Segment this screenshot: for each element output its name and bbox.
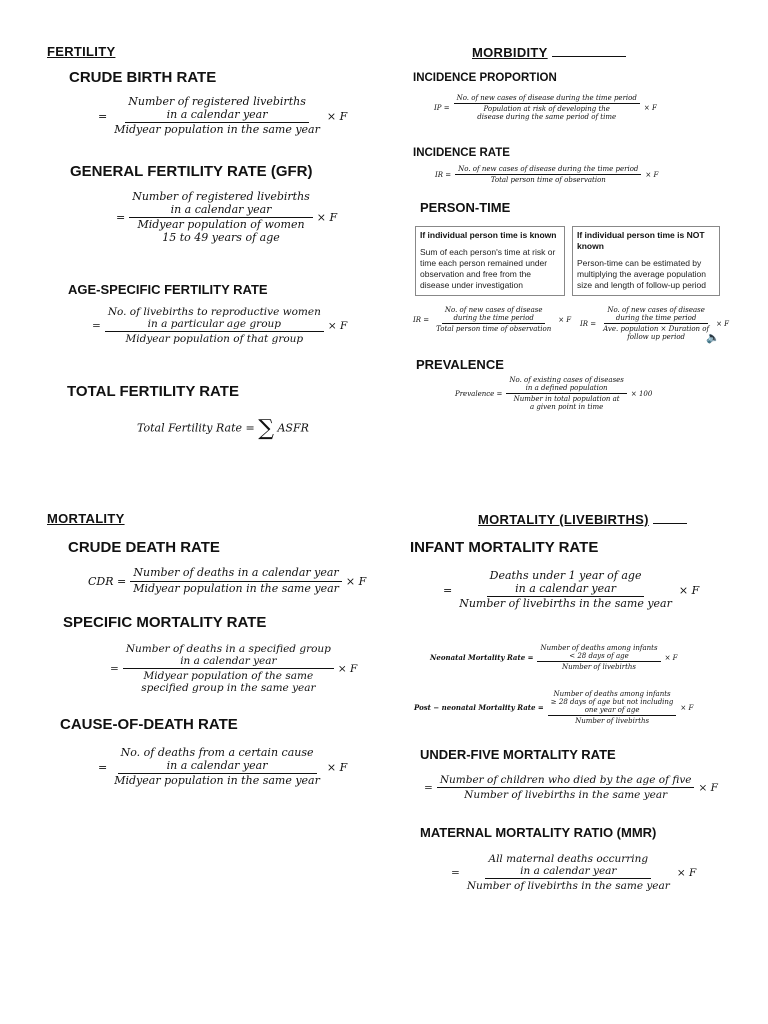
pt-f2-den2: follow up period bbox=[627, 333, 686, 342]
pnmr-lhs: Post − neonatal Mortality Rate = bbox=[414, 703, 544, 713]
u5mr-num: Number of children who died by the age of five bbox=[437, 774, 695, 788]
specific-mortality-rate-title: SPECIFIC MORTALITY RATE bbox=[63, 614, 267, 631]
prevalence-title: PREVALENCE bbox=[416, 357, 504, 372]
gfr-rhs: × F bbox=[316, 211, 338, 225]
cdr-den: Midyear population in the same year bbox=[133, 581, 339, 595]
pt-f2-lhs: IR = bbox=[580, 319, 597, 328]
gfr-formula bbox=[116, 191, 337, 245]
prev-num1: No. of existing cases of diseases bbox=[509, 376, 624, 384]
ir-den: Total person time of observation bbox=[490, 176, 606, 185]
cause-of-death-rate-title: CAUSE-OF-DEATH RATE bbox=[60, 716, 238, 733]
u5mr-formula bbox=[424, 774, 718, 801]
neonatal-mortality-formula bbox=[430, 644, 678, 671]
pt-f2-rhs: × F bbox=[716, 319, 730, 328]
mmr-num1: All maternal deaths occurring bbox=[488, 853, 649, 865]
crude-birth-rate-formula bbox=[98, 96, 347, 137]
smr-den1: Midyear population of the same bbox=[143, 670, 314, 683]
ip-formula bbox=[434, 94, 657, 121]
pnmr-num2: ≥ 28 days of age but not including bbox=[550, 698, 674, 707]
post-neonatal-mortality-formula bbox=[414, 690, 693, 725]
ir-lhs: IR = bbox=[435, 170, 452, 179]
codr-lhs: = bbox=[98, 760, 108, 774]
person-time-known-box bbox=[415, 226, 565, 296]
box-unknown-text: Person-time can be estimated by multiplying the average population size and length of follow-up period bbox=[577, 258, 707, 291]
pnmr-num1: Number of deaths among infants bbox=[553, 690, 671, 698]
ip-rhs: × F bbox=[643, 103, 657, 112]
cdr-lhs: CDR = bbox=[88, 574, 127, 588]
mmr-formula bbox=[451, 853, 696, 892]
pnmr-den: Number of livebirths bbox=[575, 717, 650, 726]
prevalence-formula bbox=[455, 376, 652, 411]
prev-lhs: Prevalence = bbox=[455, 389, 503, 398]
box-unknown-title: If individual person time is NOT known bbox=[577, 230, 705, 252]
asfr-lhs: = bbox=[92, 319, 101, 332]
ip-den2: disease during the same period of time bbox=[477, 113, 617, 122]
box-known-title: If individual person time is known bbox=[420, 230, 557, 240]
mmr-lhs: = bbox=[451, 866, 460, 879]
nmr-num2: < 28 days of age bbox=[569, 652, 629, 661]
section-morbidity-rule bbox=[552, 55, 626, 57]
pt-f2-den1: Ave. population × Duration of bbox=[603, 325, 710, 334]
pt-known-formula bbox=[413, 306, 571, 333]
asfr-num2: in a particular age group bbox=[147, 318, 282, 331]
pt-f2-num1: No. of new cases of disease bbox=[607, 306, 705, 314]
pt-f1-num2: during the time period bbox=[453, 314, 534, 323]
under-five-mortality-title: UNDER-FIVE MORTALITY RATE bbox=[420, 747, 616, 762]
box-known-text: Sum of each person's time at risk or time each person remained under observation and free from the disease under investigation bbox=[420, 247, 556, 291]
asfr-num1: No. of livebirths to reproductive women bbox=[107, 306, 321, 318]
section-morbidity: MORBIDITY bbox=[472, 45, 548, 60]
pt-f1-lhs: IR = bbox=[413, 315, 430, 324]
gfr-den2: 15 to 49 years of age bbox=[162, 230, 280, 244]
imr-formula bbox=[443, 570, 699, 611]
section-mortality-livebirths: MORTALITY (LIVEBIRTHS) bbox=[478, 512, 649, 527]
incidence-proportion-title: INCIDENCE PROPORTION bbox=[413, 72, 557, 84]
prev-den2: a given point in time bbox=[530, 403, 604, 412]
mmr-num2: in a calendar year bbox=[520, 865, 617, 878]
smr-formula bbox=[110, 643, 357, 694]
ip-den1: Population at risk of developing the bbox=[483, 105, 610, 114]
imr-num1: Deaths under 1 year of age bbox=[489, 569, 642, 582]
codr-num1: No. of deaths from a certain cause bbox=[120, 746, 314, 759]
ir-formula bbox=[435, 165, 658, 184]
smr-den2: specified group in the same year bbox=[141, 682, 316, 695]
cbr-den: Midyear population in the same year bbox=[114, 123, 320, 137]
smr-num1: Number of deaths in a specified group bbox=[125, 643, 331, 655]
tfr-lhs: Total Fertility Rate = bbox=[137, 421, 255, 435]
u5mr-lhs: = bbox=[424, 781, 433, 794]
ir-num: No. of new cases of disease during the time period bbox=[455, 165, 641, 175]
section-morbidity-wrap bbox=[472, 44, 626, 62]
u5mr-den: Number of livebirths in the same year bbox=[464, 789, 668, 802]
nmr-rhs: × F bbox=[664, 653, 678, 662]
cdr-rhs: × F bbox=[345, 574, 367, 588]
crude-death-rate-title: CRUDE DEATH RATE bbox=[68, 539, 220, 556]
cdr-num: Number of deaths in a calendar year bbox=[130, 567, 341, 582]
maternal-mortality-ratio-title: MATERNAL MORTALITY RATIO (MMR) bbox=[420, 825, 657, 840]
nmr-num1: Number of deaths among infants bbox=[540, 644, 658, 652]
incidence-rate-title: INCIDENCE RATE bbox=[413, 147, 510, 159]
gfr-num2: in a calendar year bbox=[170, 202, 272, 216]
gfr-title: GENERAL FERTILITY RATE (GFR) bbox=[70, 163, 313, 180]
codr-formula bbox=[98, 747, 347, 788]
person-time-unknown-box bbox=[572, 226, 720, 296]
nmr-lhs: Neonatal Mortality Rate = bbox=[430, 653, 534, 663]
asfr-title: AGE-SPECIFIC FERTILITY RATE bbox=[68, 282, 268, 297]
ip-lhs: IP = bbox=[434, 103, 450, 112]
nmr-den: Number of livebirths bbox=[561, 663, 637, 672]
gfr-num1: Number of registered livebirths bbox=[132, 190, 310, 203]
person-time-title: PERSON-TIME bbox=[420, 200, 511, 215]
sigma-symbol: ∑ bbox=[258, 416, 274, 441]
imr-lhs: = bbox=[443, 583, 453, 597]
imr-rhs: × F bbox=[678, 583, 700, 597]
section-mortality: MORTALITY bbox=[47, 511, 125, 526]
prev-rhs: × 100 bbox=[630, 389, 653, 398]
prev-num2: in a defined population bbox=[525, 384, 608, 393]
ip-num: No. of new cases of disease during the time period bbox=[454, 94, 640, 104]
asfr-rhs: × F bbox=[327, 319, 348, 332]
mmr-den: Number of livebirths in the same year bbox=[466, 880, 670, 893]
tfr-formula bbox=[137, 416, 309, 441]
pnmr-num3: one year of age bbox=[584, 706, 640, 715]
cbr-lhs: = bbox=[98, 109, 108, 123]
smr-lhs: = bbox=[110, 662, 119, 675]
tfr-title: TOTAL FERTILITY RATE bbox=[67, 383, 239, 400]
imr-den: Number of livebirths in the same year bbox=[459, 597, 672, 611]
cbr-rhs: × F bbox=[326, 109, 348, 123]
pnmr-rhs: × F bbox=[680, 703, 694, 712]
section-mortality-livebirths-rule bbox=[653, 522, 687, 524]
u5mr-rhs: × F bbox=[698, 781, 718, 794]
gfr-lhs: = bbox=[116, 211, 126, 225]
smr-rhs: × F bbox=[337, 662, 358, 675]
smr-num2: in a calendar year bbox=[180, 655, 277, 668]
cdr-formula bbox=[88, 567, 366, 595]
asfr-formula bbox=[92, 306, 347, 345]
section-fertility: FERTILITY bbox=[47, 44, 116, 59]
ir-rhs: × F bbox=[645, 170, 659, 179]
pt-f1-den: Total person time of observation bbox=[436, 325, 552, 334]
imr-num2: in a calendar year bbox=[515, 581, 616, 595]
pt-f1-num1: No. of new cases of disease bbox=[444, 306, 543, 314]
tfr-rhs: ASFR bbox=[277, 421, 309, 435]
codr-num2: in a calendar year bbox=[166, 758, 268, 772]
pt-f2-num2: during the time period bbox=[615, 314, 697, 323]
section-mortality-livebirths-wrap bbox=[478, 511, 687, 529]
infant-mortality-rate-title: INFANT MORTALITY RATE bbox=[410, 539, 599, 556]
gfr-den1: Midyear population of women bbox=[137, 218, 305, 232]
cbr-num1: Number of registered livebirths bbox=[128, 95, 306, 108]
pt-f1-rhs: × F bbox=[558, 315, 572, 324]
speaker-icon: 🔈 bbox=[706, 332, 720, 344]
crude-birth-rate-title: CRUDE BIRTH RATE bbox=[69, 69, 217, 86]
codr-den: Midyear population in the same year bbox=[114, 774, 320, 788]
codr-rhs: × F bbox=[326, 760, 348, 774]
mmr-rhs: × F bbox=[676, 866, 697, 879]
asfr-den: Midyear population of that group bbox=[125, 333, 304, 346]
cbr-num2: in a calendar year bbox=[166, 107, 268, 121]
prev-den1: Number in total population at bbox=[513, 395, 620, 404]
